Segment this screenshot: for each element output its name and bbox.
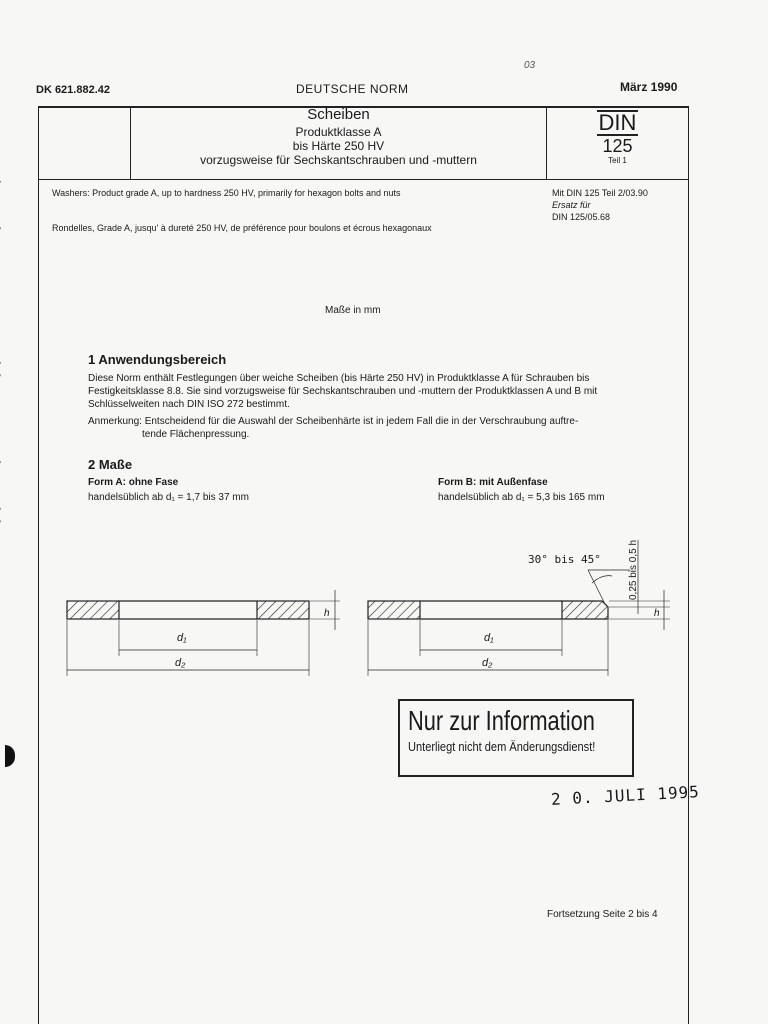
- form-a-text: handelsüblich ab d₁ = 1,7 bis 37 mm: [88, 492, 249, 503]
- frame-left: [38, 106, 39, 1024]
- english-title: Washers: Product grade A, up to hardness 250 HV, primarily for hexagon bolts and nuts: [52, 188, 401, 198]
- din-block: [547, 106, 688, 165]
- stamp-subline: Unterliegt nicht dem Änderungsdienst!: [408, 739, 596, 754]
- form-a-d1-label: d₁: [177, 632, 187, 644]
- frame-right: [688, 106, 689, 1024]
- replacement-line2: Ersatz für: [552, 200, 591, 210]
- chamfer-height-label: 0,25 bis 0,5 h: [628, 539, 639, 600]
- dk-number: DK 621.882.42: [36, 84, 110, 96]
- copyright-sidenote: [0, 60, 1, 600]
- title-line3: bis Härte 250 HV: [292, 139, 385, 153]
- title-line4: vorzugsweise für Sechskantschrauben und -muttern: [200, 153, 477, 167]
- norm-label: DEUTSCHE NORM: [296, 82, 409, 96]
- section1-note-cont: tende Flächenpressung.: [142, 429, 250, 440]
- form-a-h-label: h: [324, 608, 330, 619]
- section2-heading: 2 Maße: [88, 457, 133, 472]
- form-b-text: handelsüblich ab d₁ = 5,3 bis 165 mm: [438, 492, 605, 503]
- title-block: [131, 106, 546, 167]
- replacement-line3: DIN 125/05.68: [552, 212, 611, 222]
- title-main: Scheiben: [307, 106, 370, 123]
- replacement-line1: Mit DIN 125 Teil 2/03.90: [552, 188, 648, 198]
- title-bottom-rule: [38, 179, 689, 180]
- form-b-d2-label: d₂: [482, 657, 493, 669]
- title-line2: Produktklasse A: [295, 125, 382, 139]
- din-number: 125: [602, 136, 633, 156]
- chamfer-angle-label: 30° bis 45°: [528, 553, 601, 566]
- section1-body: Diese Norm enthält Festlegungen über weiche Scheiben (bis Härte 250 HV) in Produktklasse A für Schrauben bis Festigkeitsklasse 8.8. Sie sind vorzugsweise für Sechskantschrauben und -muttern der Produktklassen A und B mit Schlüsselweiten nach DIN ISO 272 bestimmt.: [88, 373, 598, 410]
- washer-drawings: [40, 510, 688, 690]
- form-a-drawing: [67, 590, 340, 676]
- continuation-note: Fortsetzung Seite 2 bis 4: [547, 909, 658, 920]
- received-date-stamp: 2 0. JULI 1995: [550, 782, 701, 809]
- french-title: Rondelles, Grade A, jusqu' à dureté 250 HV, de préférence pour boulons et écrous hexagonaux: [52, 223, 432, 233]
- units-note: Maße in mm: [325, 305, 381, 316]
- din-logo: DIN: [598, 110, 637, 135]
- section1-heading: 1 Anwendungsbereich: [88, 352, 227, 367]
- form-b-title: Form B: mit Außenfase: [438, 477, 548, 488]
- form-b-h-label: h: [654, 608, 660, 619]
- section1-note: Anmerkung: Entscheidend für die Auswahl der Scheibenhärte ist in jedem Fall die in der Verschraubung auftre-: [88, 416, 579, 427]
- information-stamp: [398, 699, 634, 777]
- form-b-d1-label: d₁: [484, 632, 494, 644]
- replacement-info: [552, 187, 687, 223]
- handwritten-note: 03: [524, 60, 536, 71]
- form-a-d2-label: d₂: [175, 657, 186, 669]
- issue-date: März 1990: [620, 80, 678, 94]
- form-b-drawing: [368, 540, 670, 676]
- punch-hole-mark: [5, 745, 15, 767]
- din-teil: Teil 1: [608, 156, 627, 165]
- form-a-title: Form A: ohne Fase: [88, 477, 179, 488]
- stamp-headline: Nur zur Information: [408, 705, 595, 736]
